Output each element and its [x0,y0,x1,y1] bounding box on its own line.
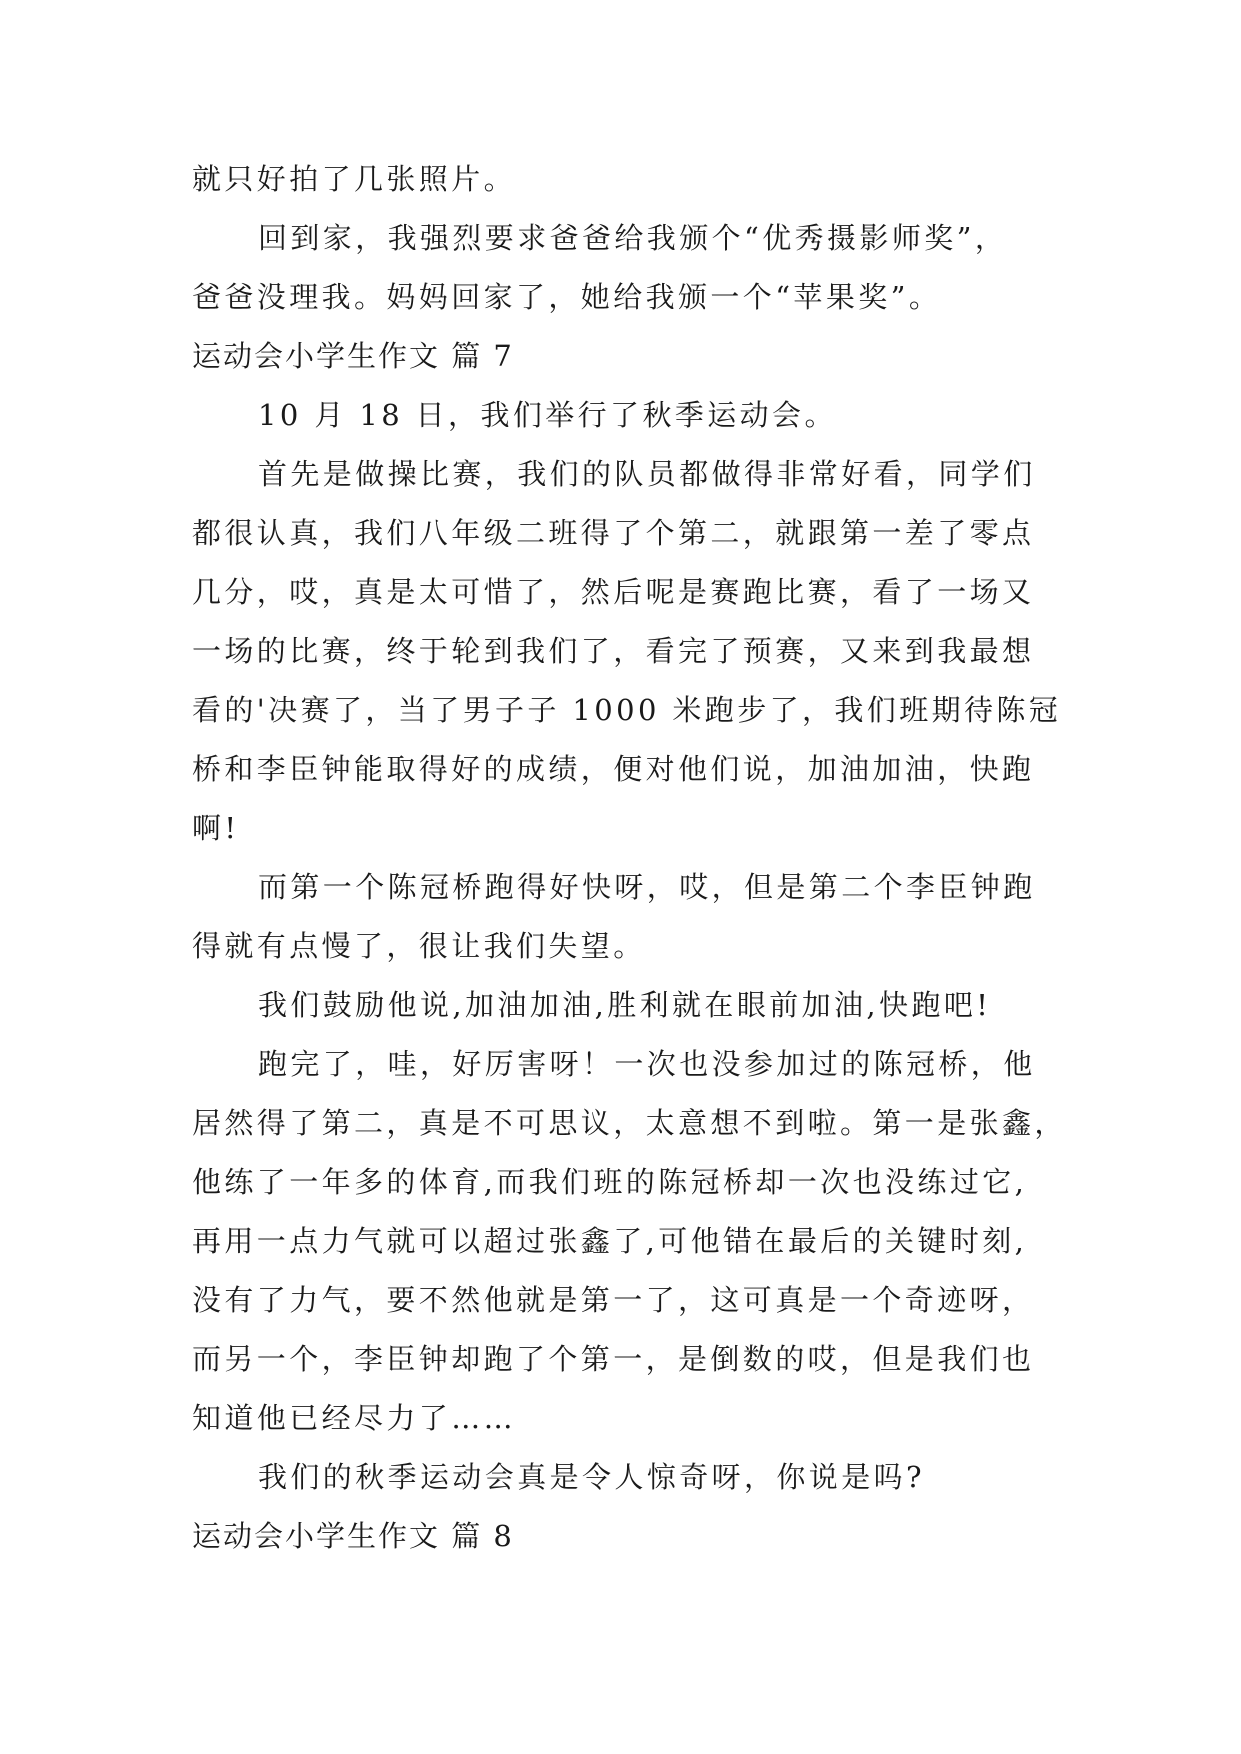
paragraph-line: 我们的秋季运动会真是令人惊奇呀，你说是吗? [258,1460,925,1494]
paragraph [192,445,1062,858]
paragraph-line: 啊! [192,811,240,845]
paragraph-line: 爸爸没理我。妈妈回家了，她给我颁一个“苹果奖”。 [192,280,942,314]
paragraph [192,976,1052,1035]
document-page [192,150,1067,1566]
paragraph-line: 首先是做操比赛，我们的队员都做得非常好看，同学们 [258,457,1036,491]
paragraph-line: 居然得了第二，真是不可思议，太意想不到啦。第一是张鑫， [192,1106,1067,1140]
paragraph-line: 得就有点慢了，很让我们失望。 [192,929,646,963]
paragraph-line: 桥和李臣钟能取得好的成绩，便对他们说，加油加油，快跑 [192,752,1035,786]
paragraph-line: 回到家，我强烈要求爸爸给我颁个“优秀摄影师奖”， [258,221,1008,255]
section-heading: 运动会小学生作文 篇 8 [192,1519,514,1553]
paragraph-line: 看的'决赛了，当了男子子 1000 米跑步了，我们班期待陈冠 [192,693,1062,727]
paragraph-line: 他练了一年多的体育,而我们班的陈冠桥却一次也没练过它, [192,1165,1028,1199]
paragraph-line: 跑完了，哇，好厉害呀！一次也没参加过的陈冠桥，他 [258,1047,1036,1081]
paragraph-line: 都很认真，我们八年级二班得了个第二，就跟第一差了零点 [192,516,1035,550]
paragraph-line: 就只好拍了几张照片。 [192,162,517,196]
paragraph-line: 几分，哎，真是太可惜了，然后呢是赛跑比赛，看了一场又 [192,575,1035,609]
section-heading: 运动会小学生作文 篇 7 [192,339,514,373]
paragraph-line: 我们鼓励他说,加油加油,胜利就在眼前加油,快跑吧! [258,988,992,1022]
paragraph-line: 没有了力气，要不然他就是第一了，这可真是一个奇迹呀， [192,1283,1035,1317]
paragraph [192,209,1052,327]
paragraph [192,1035,1067,1448]
paragraph-line: 再用一点力气就可以超过张鑫了,可他错在最后的关键时刻, [192,1224,1028,1258]
paragraph [192,386,1052,445]
paragraph-line: 而另一个，李臣钟却跑了个第一，是倒数的哎，但是我们也 [192,1342,1035,1376]
paragraph [192,858,1052,976]
paragraph [192,150,1052,209]
paragraph-line: 知道他已经尽力了…… [192,1401,517,1435]
paragraph-line: 而第一个陈冠桥跑得好快呀，哎，但是第二个李臣钟跑 [258,870,1036,904]
paragraph-line: 一场的比赛，终于轮到我们了，看完了预赛，又来到我最想 [192,634,1035,668]
paragraph-line: 10 月 18 日，我们举行了秋季运动会。 [258,398,837,432]
paragraph [192,1448,1052,1507]
